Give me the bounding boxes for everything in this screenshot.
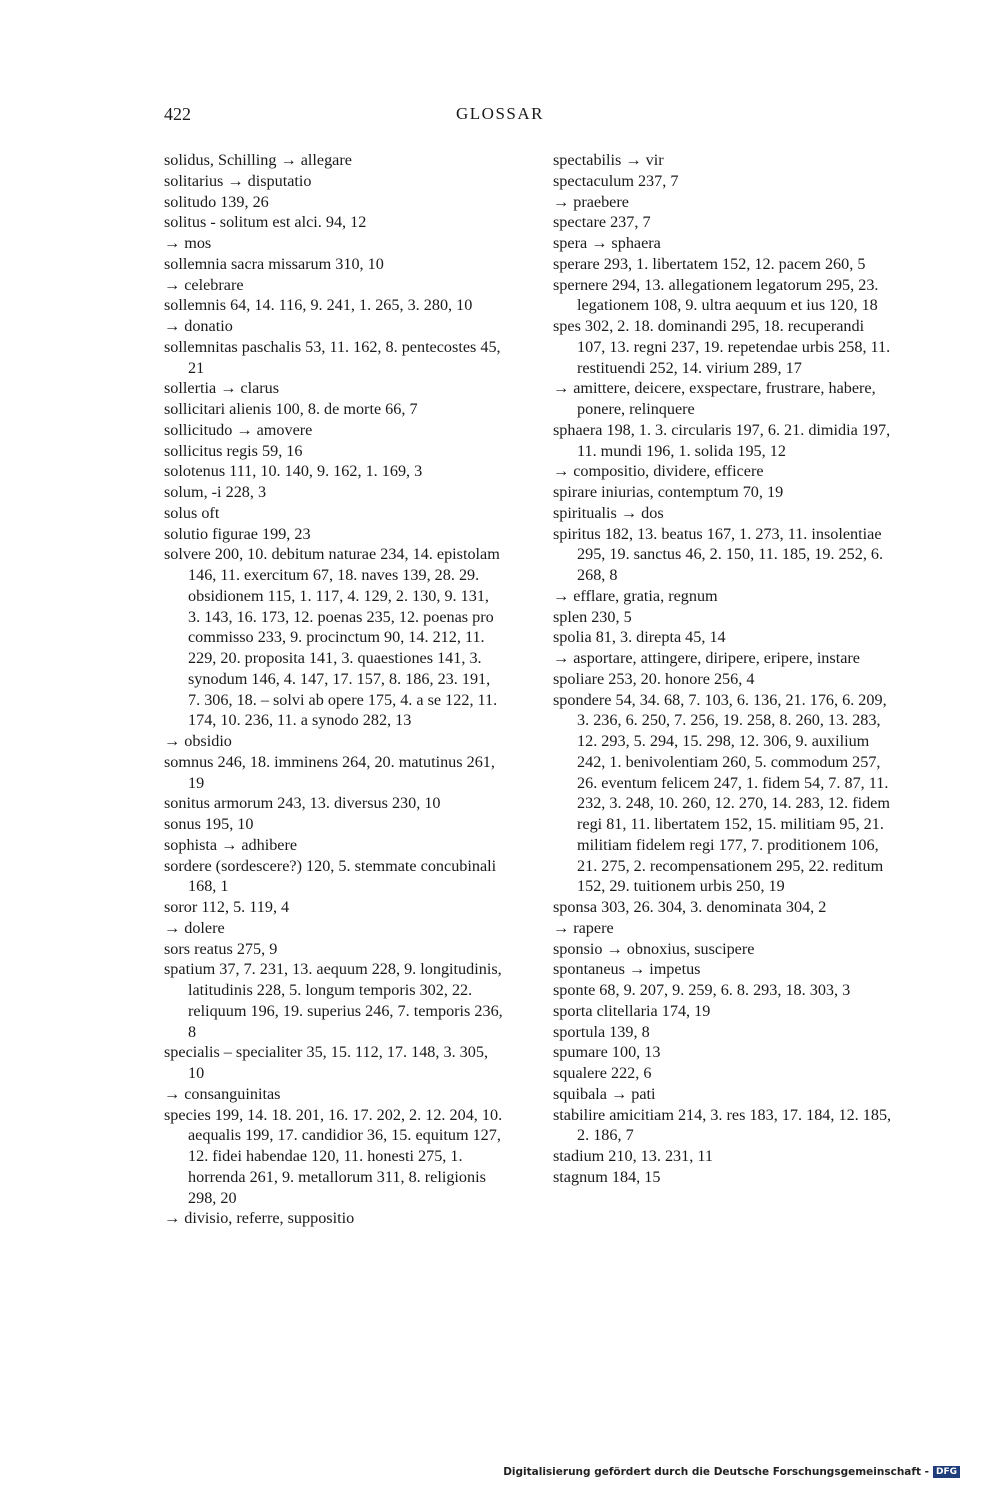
glossary-entry: → dolere <box>164 918 225 937</box>
glossary-entry: stadium 210, 13. 231, 11 <box>553 1147 713 1165</box>
glossary-entry: squibala → pati <box>553 1084 656 1103</box>
glossary-entry: → asportare, attingere, diripere, eripere, instare <box>553 649 860 667</box>
glossary-entry: soror 112, 5. 119, 4 <box>164 898 290 916</box>
glossary-entry: species 199, 14. 18. 201, 16. 17. 202, 2. 12. 204, 10. aequalis 199, 17. candidior 36, 15. equitum 127, 12. fidei habendae 120, 11. honesti 275, 1. horrenda 261, 9. metallorum 311, 8. religionis 298, 20 <box>164 1105 503 1207</box>
glossary-entry: → consanguinitas <box>164 1084 281 1103</box>
glossary-entry: sollicitus regis 59, 16 <box>164 441 303 460</box>
glossary-column-right <box>553 150 893 1188</box>
glossary-entry: spiritus 182, 13. beatus 167, 1. 273, 11. insolentiae 295, 19. sanctus 46, 2. 150, 11. 185, 19. 252, 6. 268, 8 <box>553 524 884 584</box>
glossary-entry: squalere 222, 6 <box>553 1064 652 1082</box>
glossary-entry: → efflare, gratia, regnum <box>553 586 718 605</box>
glossary-entry: somnus 246, 18. imminens 264, 20. matutinus 261, 19 <box>164 752 495 792</box>
glossary-entry: sporta clitellaria 174, 19 <box>553 1001 711 1020</box>
glossary-entry: → divisio, referre, suppositio <box>164 1209 355 1228</box>
glossary-entry: sors reatus 275, 9 <box>164 939 278 958</box>
glossary-entry: → celebrare <box>164 275 244 294</box>
glossary-entry: solus oft <box>164 503 220 522</box>
glossary-column-left <box>164 150 504 1229</box>
glossary-entry: stabilire amicitiam 214, 3. res 183, 17. 184, 12. 185, 2. 186, 7 <box>553 1105 892 1145</box>
running-title: GLOSSAR <box>456 104 544 123</box>
glossary-entry: solitus - solitum est alci. 94, 12 <box>164 213 367 232</box>
glossary-entry: spondere 54, 34. 68, 7. 103, 6. 136, 21. 176, 6. 209, 3. 236, 6. 250, 7. 256, 19. 258, 8. 260, 13. 283, 12. 293, 5. 294, 15. 298, 12. 306, 9. auxilium 242, 1. benivolentiam 260, 5. commodum 257, 26. eventum felicem 247, 1. fidem 54, 7. 87, 11. 232, 3. 248, 10. 260, 12. 270, 14. 283, 12. fidem regi 81, 11. libertatem 152, 15. militiam 95, 21. militiam fidelem regi 177, 7. proditionem 106, 21. 275, 2. recompensationem 295, 22. reditum 152, 29. tuitionem urbis 250, 19 <box>553 690 890 896</box>
glossary-entry: spumare 100, 13 <box>553 1043 661 1062</box>
glossary-entry: sponsa 303, 26. 304, 3. denominata 304, 2 <box>553 898 827 916</box>
glossary-entry: sponte 68, 9. 207, 9. 259, 6. 8. 293, 18. 303, 3 <box>553 981 851 999</box>
glossary-entry: splen 230, 5 <box>553 607 632 626</box>
glossary-entry: solotenus 111, 10. 140, 9. 162, 1. 169, 3 <box>164 462 423 481</box>
glossary-entry: sollicitudo → amovere <box>164 420 313 439</box>
glossary-entry: → rapere <box>553 918 614 937</box>
glossary-entry: spoliare 253, 20. honore 256, 4 <box>553 669 755 688</box>
glossary-entry: solum, -i 228, 3 <box>164 483 267 501</box>
glossary-entry: specialis – specialiter 35, 15. 112, 17. 148, 3. 305, 10 <box>164 1043 488 1082</box>
page-number: 422 <box>164 104 191 124</box>
glossary-entry: spectabilis → vir <box>553 151 664 169</box>
credit-text: Digitalisierung gefördert durch die Deutsche Forschungsgemeinschaft - <box>503 1466 929 1478</box>
glossary-entry: sportula 139, 8 <box>553 1022 650 1041</box>
glossary-entry: solitudo 139, 26 <box>164 192 269 211</box>
glossary-entry: sonitus armorum 243, 13. diversus 230, 10 <box>164 794 441 813</box>
glossary-entry: spontaneus → impetus <box>553 960 701 979</box>
glossary-entry: sophista → adhibere <box>164 835 298 854</box>
glossary-entry: sponsio → obnoxius, suscipere <box>553 939 755 958</box>
glossary-entry: → donatio <box>164 317 233 335</box>
glossary-entry: sonus 195, 10 <box>164 815 254 833</box>
glossary-entry: → compositio, dividere, efficere <box>553 462 764 481</box>
glossary-entry: spectaculum 237, 7 <box>553 171 679 190</box>
glossary-entry: spiritualis → dos <box>553 503 664 522</box>
glossary-entry: spernere 294, 13. allegationem legatorum 295, 23. legationem 108, 9. ultra aequum et ius 120, 18 <box>553 275 879 315</box>
glossary-entry: sollemnia sacra missarum 310, 10 <box>164 254 384 273</box>
glossary-entry: → praebere <box>553 192 629 211</box>
digitization-credit <box>503 1466 960 1478</box>
glossary-entry: sollemnitas paschalis 53, 11. 162, 8. pentecostes 45, 21 <box>164 337 501 377</box>
glossary-entry: spectare 237, 7 <box>553 213 651 232</box>
glossary-entry: → obsidio <box>164 732 232 750</box>
glossary-entry: sollertia → clarus <box>164 379 280 398</box>
glossary-entry: sphaera 198, 1. 3. circularis 197, 6. 21. dimidia 197, 11. mundi 196, 1. solida 195, 12 <box>553 420 891 460</box>
glossary-entry: spatium 37, 7. 231, 13. aequum 228, 9. longitudinis, latitudinis 228, 5. longum temporis 302, 22. reliquum 196, 19. superius 246, 7. temporis 236, 8 <box>164 960 503 1041</box>
glossary-entry: solutio figurae 199, 23 <box>164 524 311 543</box>
glossary-entry: sperare 293, 1. libertatem 152, 12. pacem 260, 5 <box>553 254 866 273</box>
glossary-entry: solidus, Schilling → allegare <box>164 151 352 169</box>
glossary-entry: spes 302, 2. 18. dominandi 295, 18. recuperandi 107, 13. regni 237, 19. repetendae urbis 258, 11. restituendi 252, 14. virium 289, 17 <box>553 317 891 377</box>
glossary-entry: sollemnis 64, 14. 116, 9. 241, 1. 265, 3. 280, 10 <box>164 296 473 315</box>
glossary-entry: → amittere, deicere, exspectare, frustrare, habere, ponere, relinquere <box>553 379 876 418</box>
glossary-entry: → mos <box>164 234 212 252</box>
glossary-entry: solvere 200, 10. debitum naturae 234, 14. epistolam 146, 11. exercitum 67, 18. naves 139, 28. 29. obsidionem 115, 1. 117, 4. 129, 2. 130, 9. 131, 3. 143, 16. 173, 12. poenas 235, 12. poenas pro commisso 233, 9. procinctum 90, 14. 212, 11. 229, 20. proposita 141, 3. quaestiones 141, 3. synodum 146, 4. 147, 17. 157, 8. 186, 23. 191, 7. 306, 18. – solvi ab opere 175, 4. a se 122, 11. 174, 10. 236, 11. a synodo 282, 13 <box>164 545 500 730</box>
glossary-entry: solitarius → disputatio <box>164 171 312 190</box>
glossary-entry: sordere (sordescere?) 120, 5. stemmate concubinali 168, 1 <box>164 856 497 896</box>
glossary-entry: stagnum 184, 15 <box>553 1167 661 1186</box>
glossary-entry: spolia 81, 3. direpta 45, 14 <box>553 628 726 647</box>
glossary-entry: spera → sphaera <box>553 234 661 252</box>
glossary-entry: spirare iniurias, contemptum 70, 19 <box>553 483 784 501</box>
glossary-entry: sollicitari alienis 100, 8. de morte 66, 7 <box>164 400 418 418</box>
dfg-logo: DFG <box>933 1466 960 1478</box>
